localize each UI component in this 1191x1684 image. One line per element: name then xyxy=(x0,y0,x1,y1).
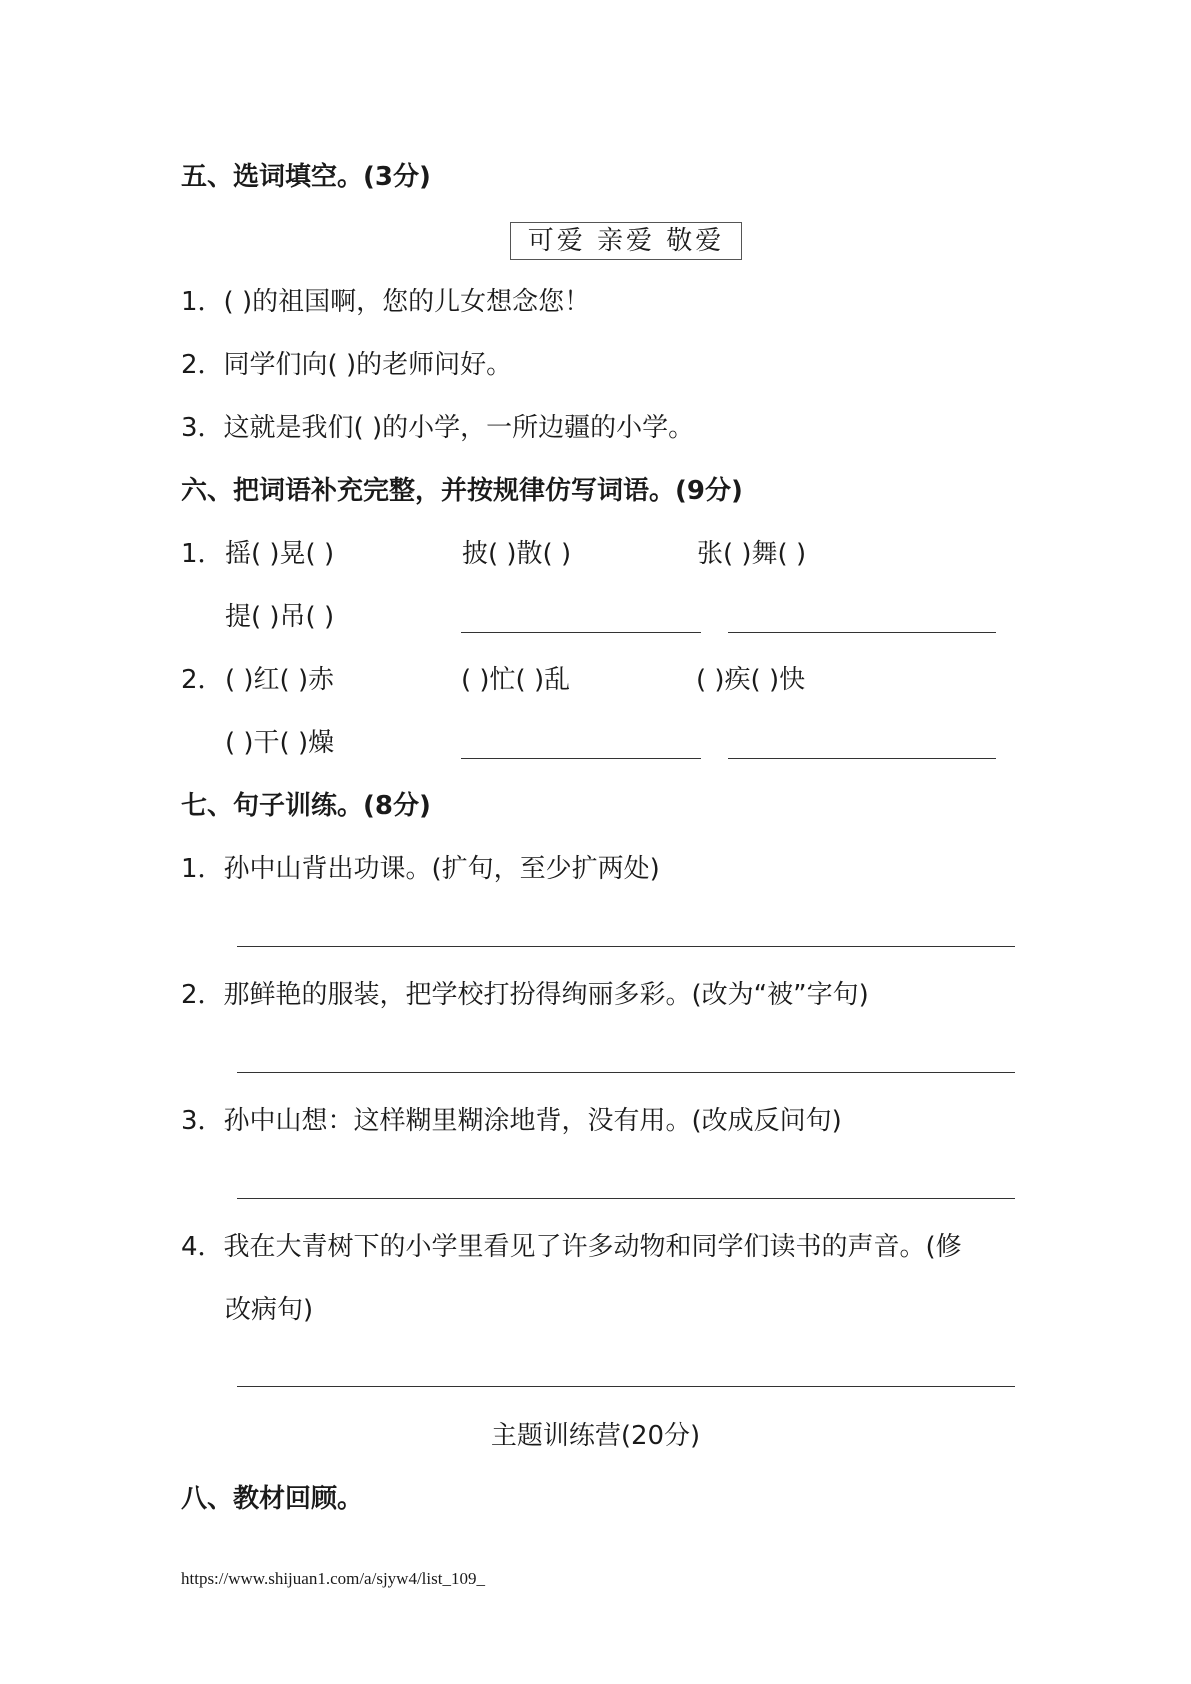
sec6-q2-number: 2． xyxy=(181,665,224,695)
sec6-q1-answer-line-1[interactable] xyxy=(461,632,701,633)
sec6-q1-number: 1． xyxy=(181,539,224,569)
sec7-question-4-line-1: 4．我在大青树下的小学里看见了许多动物和同学们读书的声音。(修 xyxy=(181,1232,962,1262)
sec5-question-3: 3．这就是我们( )的小学，一所边疆的小学。 xyxy=(181,413,695,443)
sec7-q4-answer-line[interactable] xyxy=(237,1386,1015,1387)
sec6-q2-word-b: ( )忙( )乱 xyxy=(461,665,571,695)
sec6-q2-answer-line-1[interactable] xyxy=(461,758,701,759)
sec7-question-1: 1．孙中山背出功课。(扩句，至少扩两处) xyxy=(181,854,660,884)
sec6-q1-word-b: 披( )散( ) xyxy=(462,539,572,569)
sec5-question-1: 1．( )的祖国啊，您的儿女想念您！ xyxy=(181,287,591,317)
section-6-title: 六、把词语补充完整，并按规律仿写词语。(9分) xyxy=(181,476,743,506)
sec6-q2-word-c: ( )疾( )快 xyxy=(696,665,806,695)
sec6-q1-answer-line-2[interactable] xyxy=(728,632,996,633)
sec6-q1-word-d: 提( )吊( ) xyxy=(225,602,335,632)
footer-url: https://www.shijuan1.com/a/sjyw4/list_109_ xyxy=(181,1569,485,1588)
section-7-title: 七、句子训练。(8分) xyxy=(181,791,431,821)
theme-camp-heading: 主题训练营(20分) xyxy=(490,1421,701,1451)
sec5-question-2: 2．同学们向( )的老师问好。 xyxy=(181,350,513,380)
section-5-title: 五、选词填空。(3分) xyxy=(181,162,431,192)
sec7-question-2: 2．那鲜艳的服装，把学校打扮得绚丽多彩。(改为“被”字句) xyxy=(181,980,869,1010)
sec7-question-4-line-2: 改病句) xyxy=(225,1295,314,1325)
sec6-q1-word-a: 摇( )晃( ) xyxy=(225,539,335,569)
sec7-q3-answer-line[interactable] xyxy=(237,1198,1015,1199)
sec7-q2-answer-line[interactable] xyxy=(237,1072,1015,1073)
sec6-q2-word-a: ( )红( )赤 xyxy=(225,665,335,695)
section-8-title: 八、教材回顾。 xyxy=(181,1484,364,1514)
sec6-q2-word-d: ( )干( )燥 xyxy=(225,728,335,758)
sec6-q2-answer-line-2[interactable] xyxy=(728,758,996,759)
sec6-q1-word-c: 张( )舞( ) xyxy=(697,539,807,569)
sec7-question-3: 3．孙中山想：这样糊里糊涂地背，没有用。(改成反问句) xyxy=(181,1106,842,1136)
word-options-box: 可爱 亲爱 敬爱 xyxy=(510,222,742,260)
sec7-q1-answer-line[interactable] xyxy=(237,946,1015,947)
